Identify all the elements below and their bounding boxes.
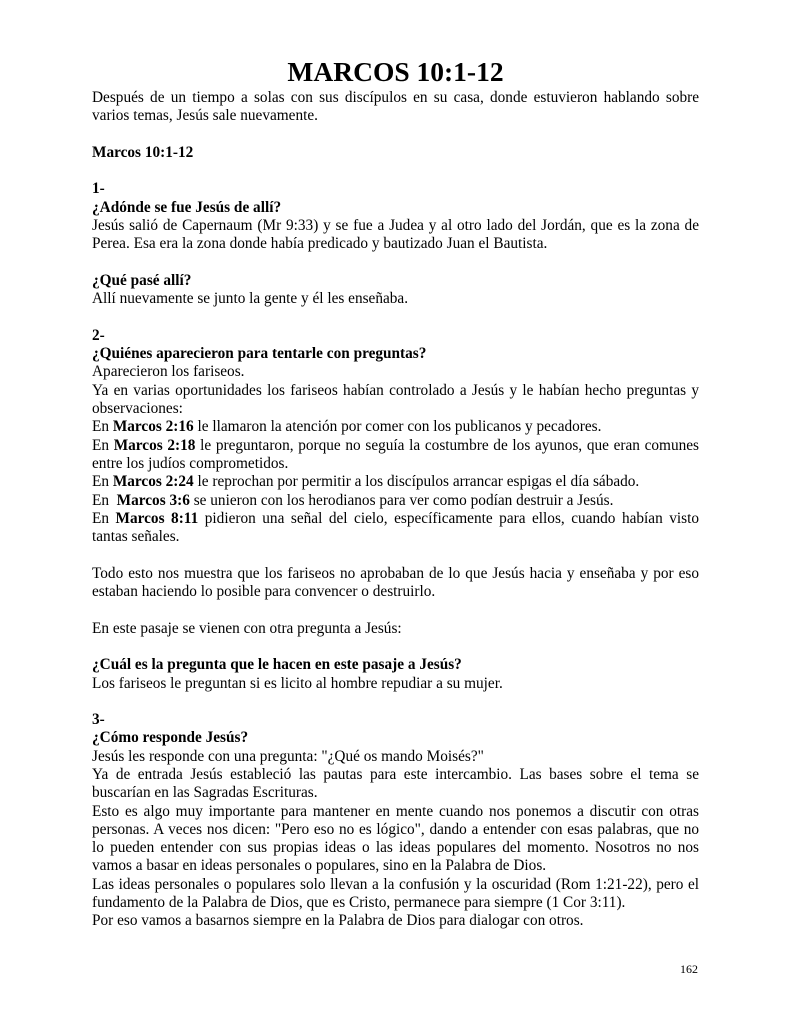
ref-prefix: En xyxy=(92,418,113,436)
section-3-answer-4: Las ideas personales o populares solo llevan a la confusión y la oscuridad (Rom 1:21-22), pero el fundamento de la Palabra de Dios, que es Cristo, permanece para siempre (1 Cor 3:11). xyxy=(92,875,699,912)
section-3-answer-3: Esto es algo muy importante para mantener en mente cuando nos ponemos a discutir con otras personas. A veces nos dicen: "Pero eso no es lógico", dando a entender con esas palabras, que no lo pueden entender con sus propias ideas o las ideas populares del momento. Nosotros no nos vamos a basar en ideas personales o populares, sino en la Palabra de Dios. xyxy=(92,802,699,875)
scripture-reference: Marcos 3:6 xyxy=(116,491,190,509)
section-2-summary: Todo esto nos muestra que los fariseos no aprobaban de lo que Jesús hacia y enseñaba y por eso estaban haciendo lo posible para convencer o destruirlo. xyxy=(92,564,699,601)
section-2-number: 2- xyxy=(92,326,105,344)
section-3-answer-2: Ya de entrada Jesús estableció las pautas para este intercambio. Las bases sobre el tema se buscarían en las Sagradas Escrituras. xyxy=(92,765,699,802)
passage-reference: Marcos 10:1-12 xyxy=(92,143,194,161)
scripture-reference: Marcos 8:11 xyxy=(115,509,199,527)
scripture-reference-line xyxy=(92,437,699,474)
section-3-number: 3- xyxy=(92,711,105,729)
section-1-answer-2: Allí nuevamente se junto la gente y él les enseñaba. xyxy=(92,290,409,308)
section-3-answer-1: Jesús les responde con una pregunta: "¿Qué os mando Moisés?" xyxy=(92,747,484,765)
page-title: MARCOS 10:1-12 xyxy=(287,56,504,87)
ref-prefix: En xyxy=(92,436,114,454)
intro-paragraph: Después de un tiempo a solas con sus discípulos en su casa, donde estuvieron hablando sobre varios temas, Jesús sale nuevamente. xyxy=(92,89,699,125)
section-2-answer-2: Ya en varias oportunidades los fariseos habían controlado a Jesús y le habían hecho preguntas y observaciones: xyxy=(92,381,699,418)
section-1-question-2: ¿Qué pasé allí? xyxy=(92,271,192,289)
section-2-transition: En este pasaje se vienen con otra pregunta a Jesús: xyxy=(92,619,402,637)
scripture-reference: Marcos 2:18 xyxy=(113,436,196,454)
scripture-reference-line xyxy=(92,492,699,510)
ref-text: le preguntaron, porque no seguía la costumbre de los ayunos, que eran comunes entre los judíos comprometidos. xyxy=(92,436,699,472)
ref-text: le reprochan por permitir a los discípulos arrancar espigas el día sábado. xyxy=(193,473,640,491)
scripture-reference-line xyxy=(92,510,699,547)
ref-prefix: En xyxy=(92,509,116,527)
ref-text: se unieron con los herodianos para ver como podían destruir a Jesús. xyxy=(189,491,614,509)
scripture-reference-line xyxy=(92,418,699,436)
ref-prefix: En xyxy=(92,491,117,509)
page-number: 162 xyxy=(680,962,698,976)
section-3-answer-5: Por eso vamos a basarnos siempre en la Palabra de Dios para dialogar con otros. xyxy=(92,912,584,930)
section-3-question: ¿Cómo responde Jesús? xyxy=(92,729,249,747)
section-2-question: ¿Quiénes aparecieron para tentarle con preguntas? xyxy=(92,345,427,363)
section-1-number: 1- xyxy=(92,180,105,198)
ref-prefix: En xyxy=(92,473,113,491)
section-2-question-2: ¿Cuál es la pregunta que le hacen en este pasaje a Jesús? xyxy=(92,656,462,674)
scripture-reference-line xyxy=(92,473,699,491)
section-1-question-1: ¿Adónde se fue Jesús de allí? xyxy=(92,198,282,216)
scripture-reference: Marcos 2:24 xyxy=(112,473,194,491)
scripture-reference: Marcos 2:16 xyxy=(112,418,194,436)
section-1-answer-1: Jesús salió de Capernaum (Mr 9:33) y se fue a Judea y al otro lado del Jordán, que es la zona de Perea. Esa era la zona donde había predicado y bautizado Juan el Bautista. xyxy=(92,217,699,253)
section-2-answer-1: Aparecieron los fariseos. xyxy=(92,363,245,381)
section-2-answer-3: Los fariseos le preguntan si es licito al hombre repudiar a su mujer. xyxy=(92,674,503,692)
ref-text: le llamaron la atención por comer con los publicanos y pecadores. xyxy=(193,418,602,436)
ref-text: pidieron una señal del cielo, específicamente para ellos, cuando habían visto tantas señales. xyxy=(92,509,699,546)
